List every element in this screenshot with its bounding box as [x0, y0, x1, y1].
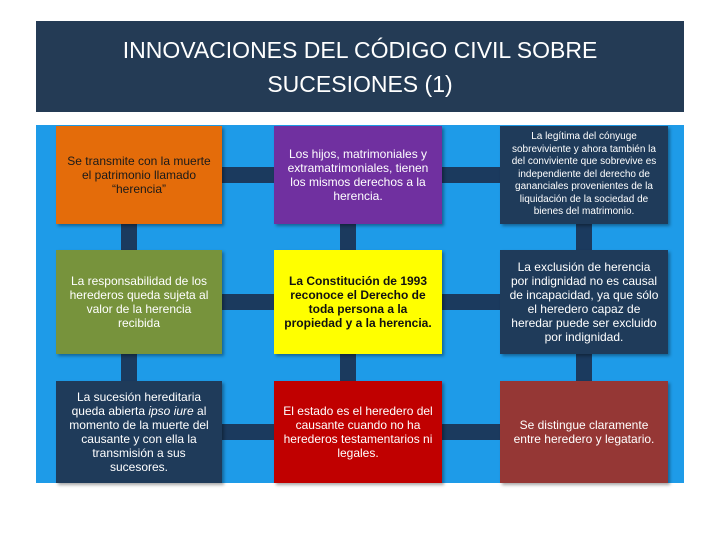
box-text: La exclusión de herencia por indignidad no es causal de incapacidad, ya que sólo el heredero capaz de heredar puede ser excluido por indignidad. [509, 260, 659, 344]
box-text: Se distingue claramente entre heredero y legatario. [513, 418, 655, 446]
box-herencia-patrimonio [56, 126, 222, 224]
box-exclusion-indignidad [500, 250, 668, 354]
connector-r3-c1-c2 [222, 424, 274, 440]
box-responsabilidad-herederos [56, 250, 222, 354]
box-text: El estado es el heredero del causante cuando no ha herederos testamentarios ni legales. [283, 404, 433, 460]
connector-c2-r2-r3 [340, 354, 356, 381]
box-text: La responsabilidad de los herederos queda sujeta al valor de la herencia recibida [69, 274, 209, 330]
box-text: La Constitución de 1993 reconoce el Derecho de toda persona a la propiedad y a la herencia. [284, 274, 432, 330]
connector-c1-r1-r2 [121, 224, 137, 250]
connector-r3-c2-c3 [442, 424, 500, 440]
box-constitucion-1993 [274, 250, 442, 354]
box-hijos-derechos [274, 126, 442, 224]
box-heredero-legatario [500, 381, 668, 483]
connector-c3-r2-r3 [576, 354, 592, 381]
connector-c2-r1-r2 [340, 224, 356, 250]
box-text-italic: ipso iure [148, 404, 194, 418]
box-text: La legítima del cónyuge sobreviviente y ahora también la del conviviente que sobrevive es independiente del derecho de gananciales provenientes de la liquidación de la sociedad de bienes del matrimonio. [511, 131, 657, 218]
box-estado-heredero [274, 381, 442, 483]
box-legitima-conyuge [500, 126, 668, 224]
connector-r2-c1-c2 [222, 294, 274, 310]
box-text: Los hijos, matrimoniales y extramatrimoniales, tienen los mismos derechos a la herencia. [287, 147, 429, 203]
connector-c1-r2-r3 [121, 354, 137, 381]
connector-r1-c1-c2 [222, 167, 274, 183]
connector-r2-c2-c3 [442, 294, 500, 310]
box-text: Se transmite con la muerte el patrimonio llamado “herencia” [67, 154, 211, 196]
connector-c3-r1-r2 [576, 224, 592, 250]
box-text [64, 390, 214, 474]
box-sucesion-abierta [56, 381, 222, 483]
slide-title: INNOVACIONES DEL CÓDIGO CIVIL SOBRE SUCESIONES (1) [122, 36, 598, 97]
slide-title-bar [36, 21, 684, 112]
connector-r1-c2-c3 [442, 167, 500, 183]
box-text-after: al momento de la muerte del causante y con ella la transmisión a sus sucesores. [69, 404, 209, 474]
box-text-before: La sucesión hereditaria queda abierta [71, 390, 202, 418]
